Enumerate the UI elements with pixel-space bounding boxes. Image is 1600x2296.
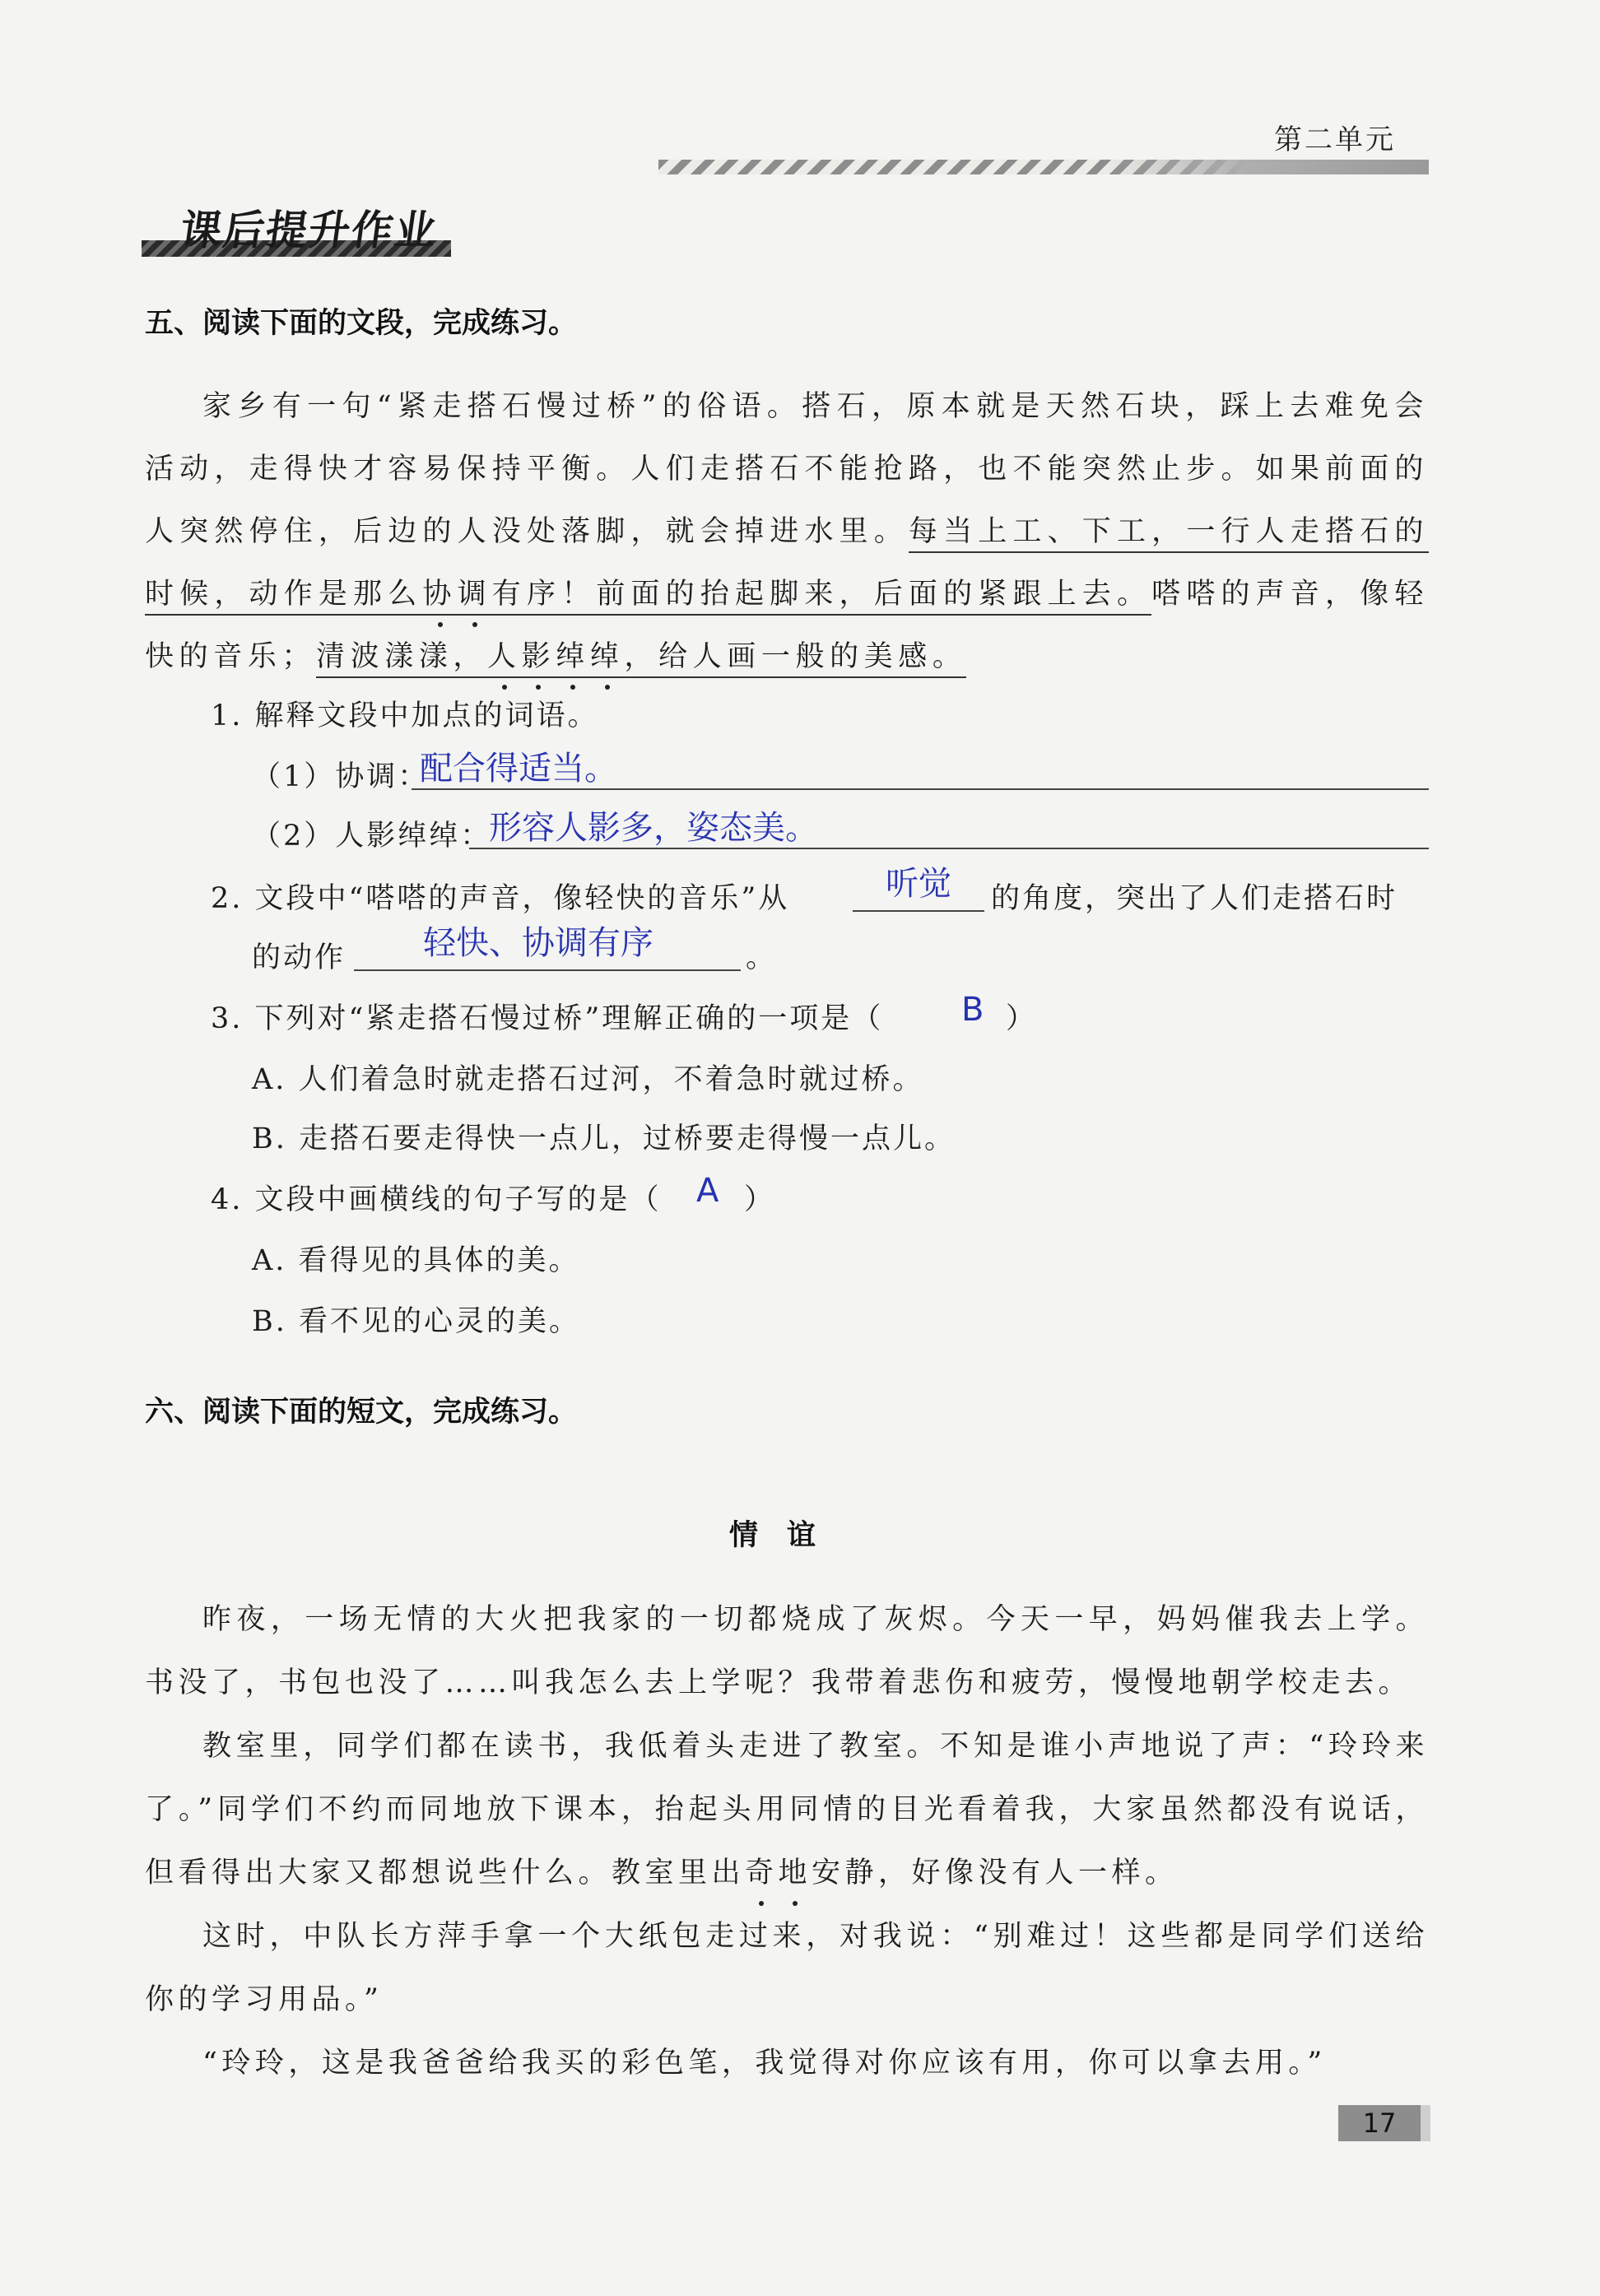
page-number-tail [1421, 2105, 1430, 2141]
q2-blank2-line [354, 969, 741, 971]
q4-text: 4. 文段中画横线的句子写的是（ [211, 1183, 662, 1216]
q2-text-part3: 的动作 [252, 941, 347, 974]
story-title: 情 谊 [729, 1519, 816, 1552]
q3-option-b: B. 走搭石要走得快一点儿，过桥要走得慢一点儿。 [252, 1122, 956, 1155]
q3-answer: B [961, 991, 984, 1029]
q2-text-part2: 的角度，突出了人们走搭石时 [991, 882, 1398, 915]
q1b-label: （2）人影绰绰： [252, 820, 492, 853]
q4-option-a: A. 看得见的具体的美。 [252, 1244, 580, 1277]
q2-blank2-answer: 轻快、协调有序 [423, 924, 653, 962]
unit-label: 第二单元 [1274, 123, 1396, 156]
section5-passage: 家乡有一句“紧走搭石慢过桥”的俗语。搭石，原本就是天然石块，踩上去难免会活动，走得快才容易保持平衡。人们走搭石不能抢路，也不能突然止步。如果前面的人突然停住，后边的人没处落脚，就会掉进水里。每当上工、下工，一行人走搭石的时候，动作是那么协调有序！前面的抬起脚来，后面的紧跟上去。嗒嗒的声音，像轻快的音乐；清波漾漾，人影绰绰，给人画一般的美感。 [145, 375, 1429, 688]
banner-title: 课后提升作业 [177, 207, 441, 254]
q1-text: 1. 解释文段中加点的词语。 [211, 699, 599, 732]
q4-close: ） [744, 1183, 776, 1216]
q1b-answer: 形容人影多，姿态美。 [489, 809, 818, 847]
q2-blank1-line [853, 910, 984, 912]
page-number: 17 [1338, 2105, 1421, 2141]
q1a-answer: 配合得适当。 [420, 750, 617, 788]
q3-text: 3. 下列对“紧走搭石慢过桥”理解正确的一项是（ [211, 1002, 884, 1035]
story-body: 昨夜，一场无情的大火把我家的一切都烧成了灰烬。今天一早，妈妈催我去上学。书没了，书包也没了……叫我怎么去上学呢？我带着悲伤和疲劳，慢慢地朝学校走去。 教室里，同学们都在读书，我低着头走进了教室。不知是谁小声地说了声：“玲玲来了。”同学们不约而同地放下课本，抬起头用同情的目光看着我，大家虽然都没有说话，但看得出大家又都想说些什么。教室里出奇地安静，好像没有人一样。 这时，中队长方萍手拿一个大纸包走过来，对我说：“别难过！这些都是同学们送给你的学习用品。” “玲玲，这是我爸爸给我买的彩色笔，我觉得对你应该有用，你可以拿去用。” [145, 1603, 1429, 2080]
header-hatch-fade [1103, 160, 1429, 174]
q2-text-part1: 2. 文段中“嗒嗒的声音，像轻快的音乐”从 [211, 882, 790, 915]
q2-text-part4: 。 [746, 941, 778, 974]
section5-title: 五、阅读下面的文段，完成练习。 [145, 307, 578, 340]
q3-option-a: A. 人们着急时就走搭石过河，不着急时就过桥。 [252, 1063, 924, 1096]
q1a-label: （1）协调： [252, 760, 430, 793]
q4-answer: A [696, 1172, 719, 1210]
section6-title: 六、阅读下面的短文，完成练习。 [145, 1396, 578, 1429]
q3-close: ） [1006, 1002, 1038, 1035]
q4-option-b: B. 看不见的心灵的美。 [252, 1305, 580, 1338]
q2-blank1-answer: 听觉 [886, 865, 951, 903]
